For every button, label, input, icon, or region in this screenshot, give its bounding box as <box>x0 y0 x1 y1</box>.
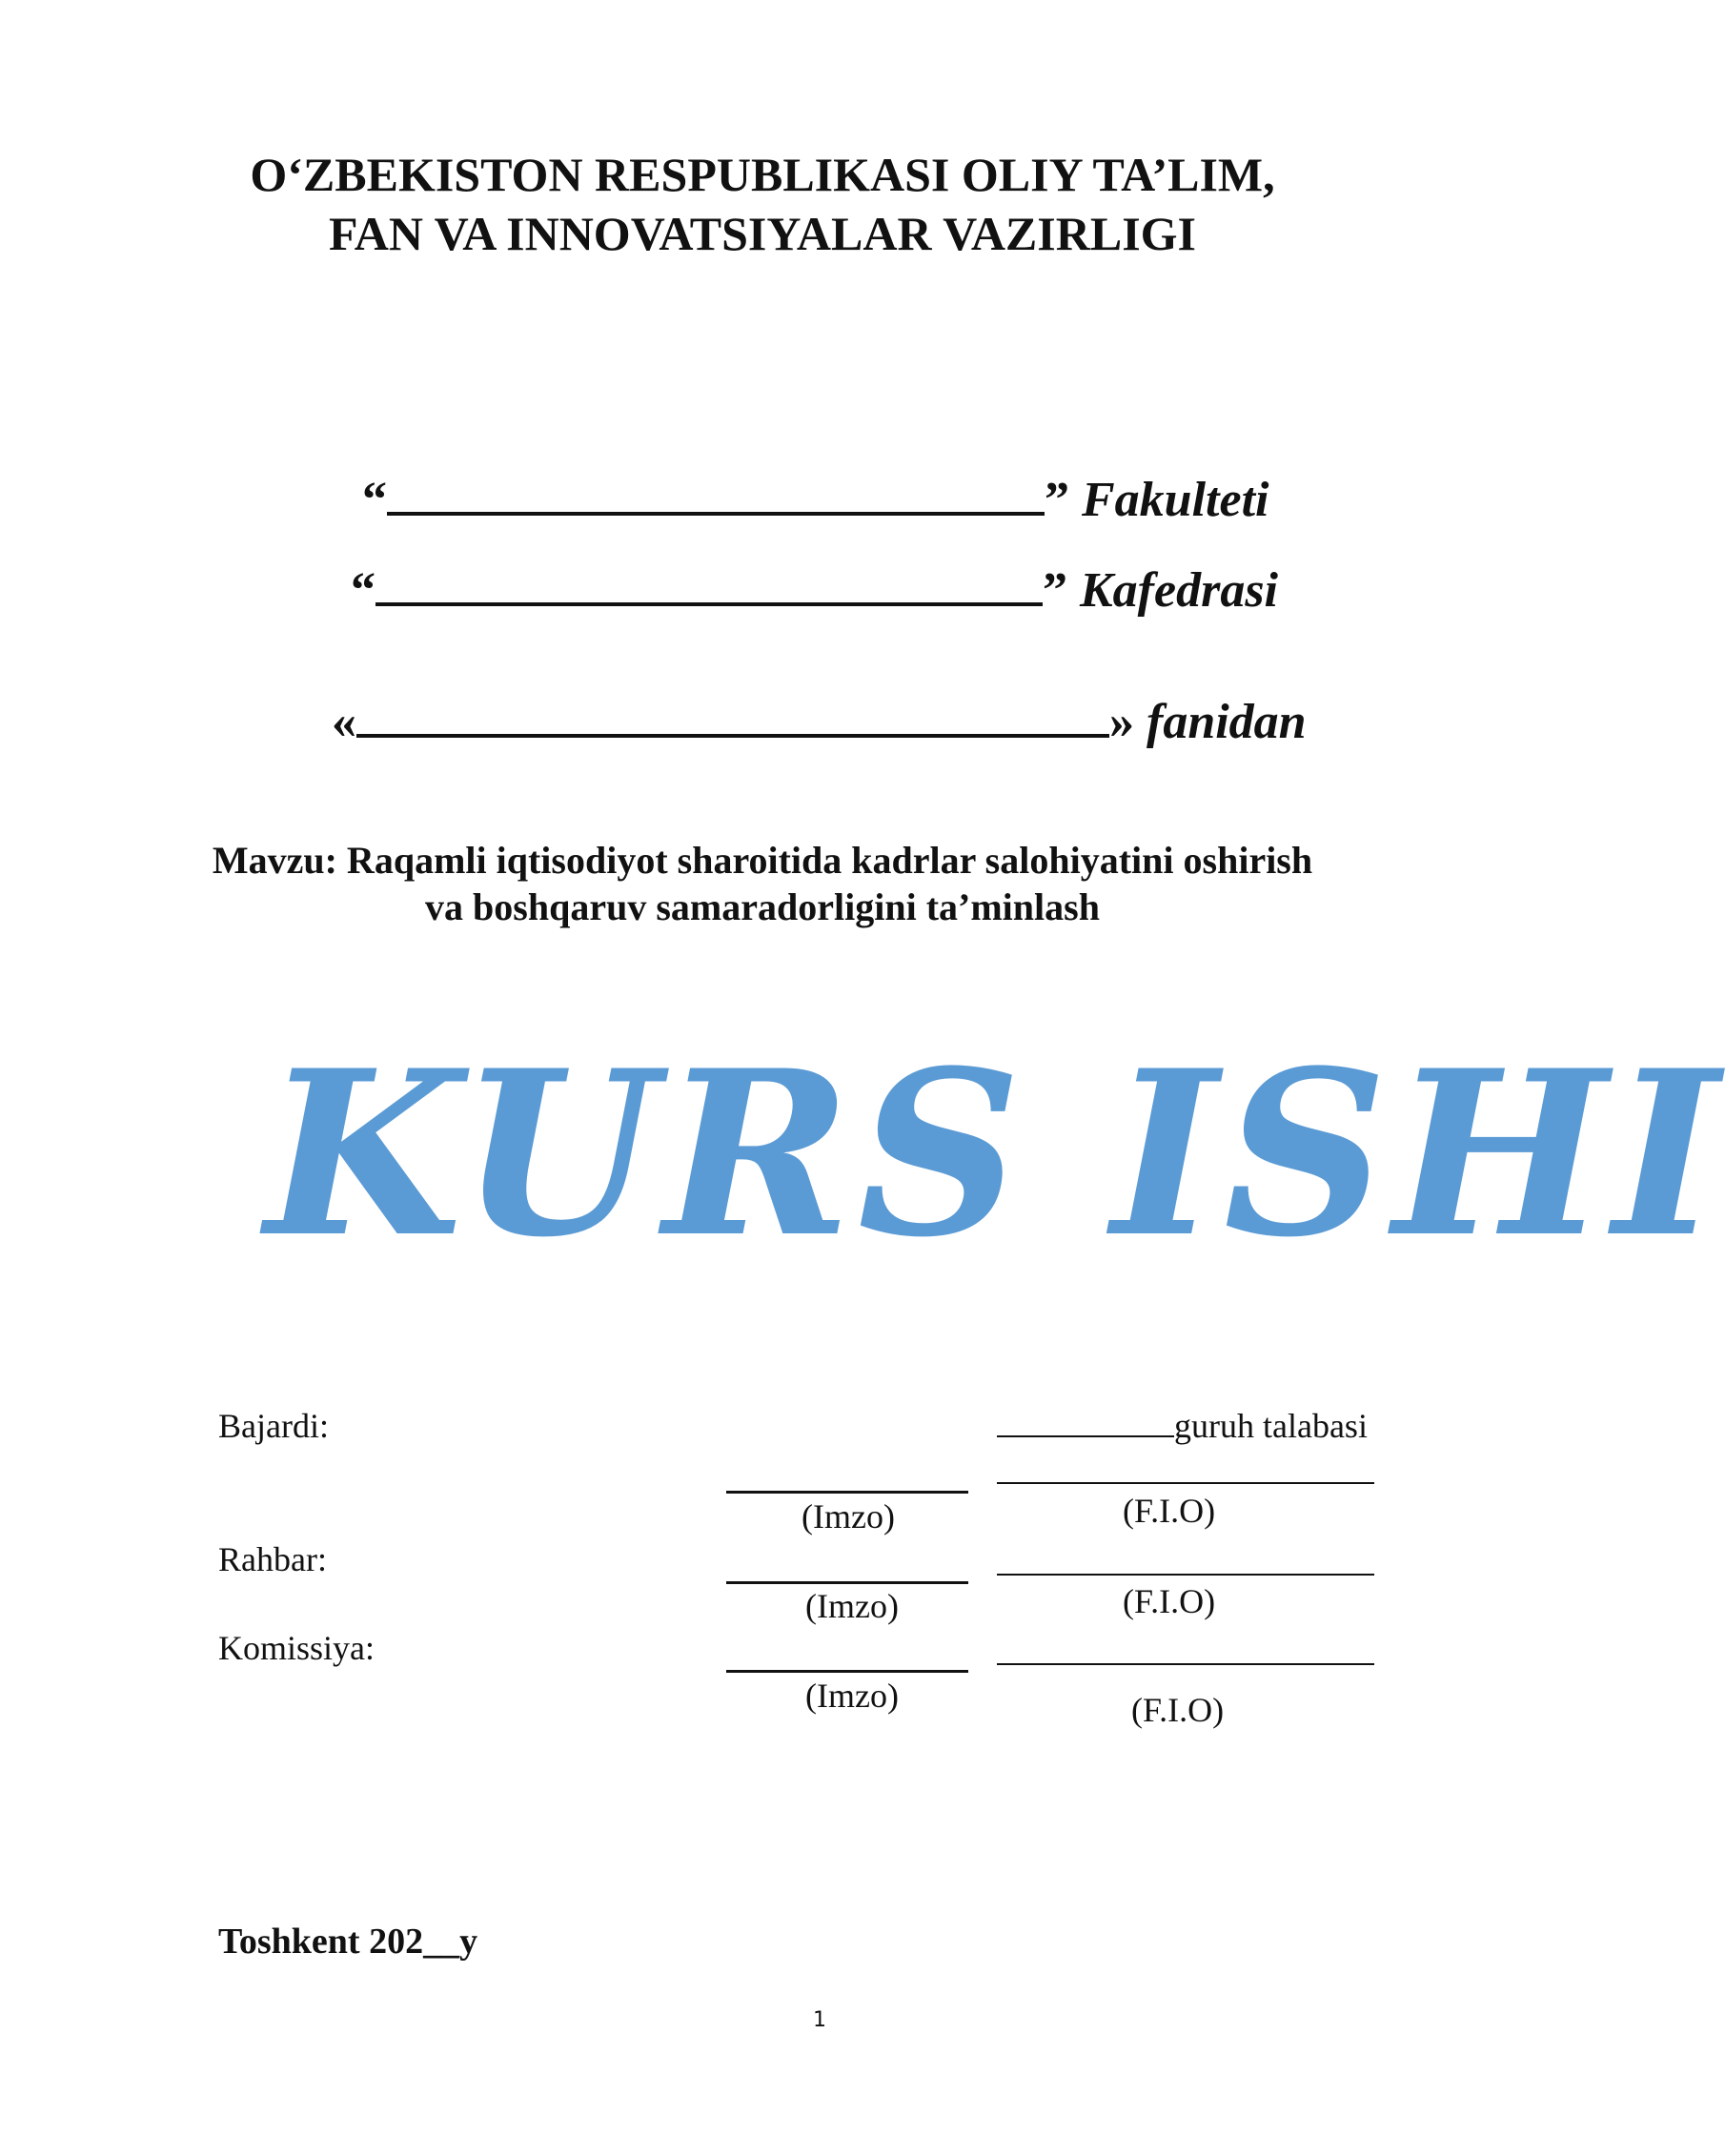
subject-blank-line <box>356 726 1109 738</box>
faculty-blank-line <box>387 504 1045 516</box>
ministry-header <box>0 145 1525 263</box>
faculty-open-quote: “ <box>362 473 387 527</box>
faculty-label: Fakulteti <box>1082 473 1269 527</box>
group-blank-line <box>997 1428 1174 1437</box>
student-name-line <box>997 1482 1374 1484</box>
supervisor-signature-caption: (Imzo) <box>805 1587 899 1625</box>
department-blank-line <box>375 595 1043 606</box>
city-year: Toshkent 202__y <box>218 1922 478 1962</box>
commission-name-caption: (F.I.O) <box>1131 1691 1225 1729</box>
subject-close-quote: » <box>1109 695 1134 749</box>
topic-line-2: va boshqaruv samaradorligini ta’minlash <box>425 885 1100 928</box>
page-number: 1 <box>813 2008 826 2032</box>
department-close-quote: ” <box>1043 563 1067 618</box>
faculty-field <box>362 472 1268 528</box>
group-student-label: guruh talabasi <box>1174 1407 1368 1445</box>
commission-signature-line <box>726 1670 968 1673</box>
department-open-quote: “ <box>351 563 375 618</box>
commission-signature-caption: (Imzo) <box>805 1677 899 1715</box>
department-field <box>351 562 1278 619</box>
student-signature-caption: (Imzo) <box>802 1497 895 1536</box>
group-student-field <box>997 1406 1368 1446</box>
subject-field <box>332 694 1307 750</box>
ministry-line-2: FAN VA INNOVATSIYALAR VAZIRLIGI <box>328 207 1197 260</box>
faculty-close-quote: ” <box>1045 473 1069 527</box>
topic <box>0 837 1525 930</box>
subject-open-quote: « <box>332 695 356 749</box>
topic-line-1: Mavzu: Raqamli iqtisodiyot sharoitida kadrlar salohiyatini oshirish <box>212 839 1313 882</box>
supervisor-name-line <box>997 1574 1374 1576</box>
supervisor-name-caption: (F.I.O) <box>1123 1582 1216 1620</box>
course-work-title: KURS ISHI <box>265 1022 1725 1288</box>
student-signature-line <box>726 1491 968 1494</box>
department-label: Kafedrasi <box>1080 563 1278 618</box>
supervisor-signature-line <box>726 1581 968 1584</box>
student-name-caption: (F.I.O) <box>1123 1492 1216 1530</box>
commission-name-line <box>997 1663 1374 1665</box>
subject-label: fanidan <box>1147 695 1307 749</box>
performed-label: Bajardi: <box>218 1407 329 1445</box>
commission-label: Komissiya: <box>218 1629 375 1667</box>
supervisor-label: Rahbar: <box>218 1540 327 1578</box>
ministry-line-1: O‘ZBEKISTON RESPUBLIKASI OLIY TA’LIM, <box>250 148 1275 201</box>
